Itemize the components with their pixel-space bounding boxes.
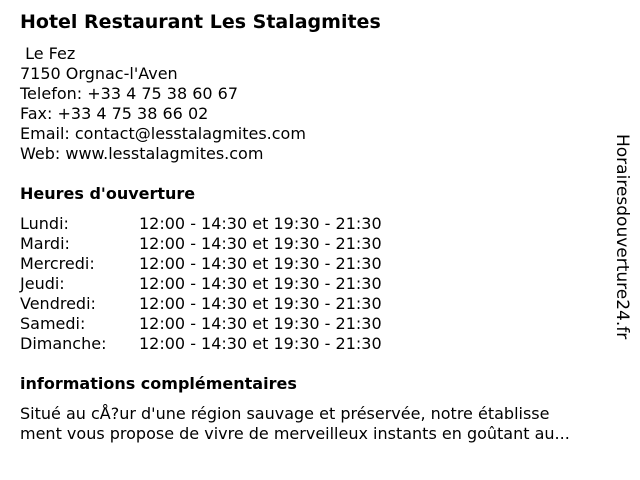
- description-line: ment vous propose de vivre de merveilleux instants en goûtant au...: [20, 424, 570, 443]
- hours-day: Samedi:: [20, 314, 86, 333]
- hours-row: [20, 294, 382, 314]
- description-text: [20, 404, 620, 444]
- fax-number: Fax: +33 4 75 38 66 02: [20, 104, 209, 123]
- address-street: Le Fez: [20, 44, 76, 63]
- hours-heading: Heures d'ouverture: [20, 184, 196, 203]
- hours-day: Mercredi:: [20, 254, 95, 273]
- opening-hours-table: [20, 214, 382, 354]
- website-address: Web: www.lesstalagmites.com: [20, 144, 264, 163]
- phone-number: Telefon: +33 4 75 38 60 67: [20, 84, 239, 103]
- hours-row: [20, 214, 382, 234]
- hours-day: Mardi:: [20, 234, 70, 253]
- hours-row: [20, 314, 382, 334]
- hours-time: 12:00 - 14:30 et 19:30 - 21:30: [139, 274, 382, 293]
- address-city: 7150 Orgnac-l'Aven: [20, 64, 178, 83]
- hours-day: Lundi:: [20, 214, 69, 233]
- hours-time: 12:00 - 14:30 et 19:30 - 21:30: [139, 294, 382, 313]
- hours-row: [20, 234, 382, 254]
- hours-row: [20, 254, 382, 274]
- hours-time: 12:00 - 14:30 et 19:30 - 21:30: [139, 234, 382, 253]
- hours-row: [20, 274, 382, 294]
- email-address: Email: contact@lesstalagmites.com: [20, 124, 306, 143]
- hours-day: Vendredi:: [20, 294, 96, 313]
- contact-block: [20, 44, 306, 164]
- hours-day: Jeudi:: [20, 274, 65, 293]
- hours-row: [20, 334, 382, 354]
- hours-day: Dimanche:: [20, 334, 107, 353]
- page-title: Hotel Restaurant Les Stalagmites: [20, 11, 381, 33]
- site-watermark: Horairesdouverture24.fr: [612, 134, 632, 340]
- description-line: Situé au cÅ?ur d'une région sauvage et préservée, notre établisse: [20, 404, 550, 423]
- hours-time: 12:00 - 14:30 et 19:30 - 21:30: [139, 314, 382, 333]
- hours-time: 12:00 - 14:30 et 19:30 - 21:30: [139, 334, 382, 353]
- hours-time: 12:00 - 14:30 et 19:30 - 21:30: [139, 254, 382, 273]
- hours-time: 12:00 - 14:30 et 19:30 - 21:30: [139, 214, 382, 233]
- info-heading: informations complémentaires: [20, 374, 297, 393]
